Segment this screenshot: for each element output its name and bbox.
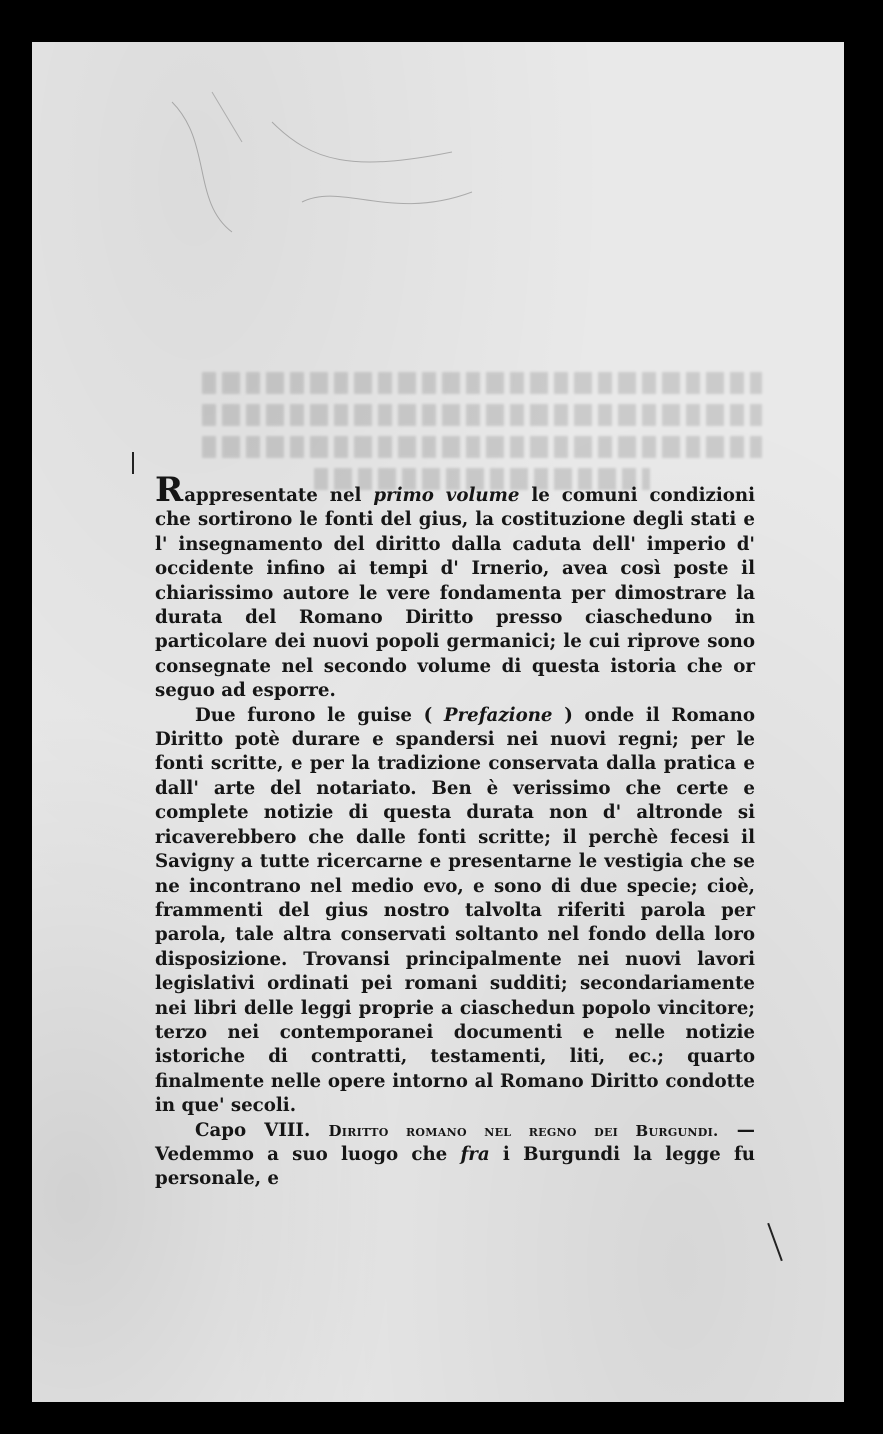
drop-cap: R (155, 470, 184, 510)
paragraph-1: Rappresentate nel primo volume le comuni condizioni che sortirono le fonti del gius, la costituzione degli stati e l' insegnamento del diritto dalla caduta dell' imperio d' occidente infino ai tempi d' Irnerio, avea così poste il chiarissimo autore le vere fondamenta per dimostrare la durata del Romano Diritto presso ciascheduno in particolare dei nuovi popoli germanici; le cui riprove sono consegnate nel secondo volume di questa istoria che or seguo ad esporre. (155, 470, 756, 702)
margin-mark (132, 452, 134, 474)
text-block (155, 470, 756, 1192)
paragraph-2: Due furono le guise ( Prefazione ) onde il Romano Diritto potè durare e spandersi nei nuovi regni; per le fonti scritte, e per la tradizione conservata dalla pratica e dall' arte del notariato. Ben è verissimo che certe e complete notizie di questa durata non d' altronde si ricaverebbero che dalle fonti scritte; il perchè fecesi il Savigny a tutte ricercarne e presentarne le vestigia che se ne incontrano nel medio evo, e sono di due specie; cioè, frammenti del gius nostro talvolta riferiti parola per parola, tale altra conservati soltanto nel fondo della loro disposizione. Trovansi principalmente nei nuovi lavori legislativi ordinati pei romani sudditi; secondariamente nei libri delle leggi proprie a ciaschedun popolo vincitore; terzo nei contemporanei documenti e nelle notizie istoriche di contratti, testamenti, liti, ec.; quarto finalmente nelle opere intorno al Romano Diritto condotte in que' secoli. (155, 704, 755, 1117)
faint-pencil-scribble (152, 82, 482, 282)
chapter-title: Diritto romano nel regno dei Burgundi. (328, 1121, 719, 1140)
chapter-heading: Capo VIII. Diritto romano nel regno dei Burgundi. — Vedemmo a suo luogo che fra i Burgundi la legge fu personale, e (155, 1119, 755, 1190)
margin-mark (767, 1223, 783, 1261)
chapter-label: Capo VIII. (195, 1119, 311, 1141)
